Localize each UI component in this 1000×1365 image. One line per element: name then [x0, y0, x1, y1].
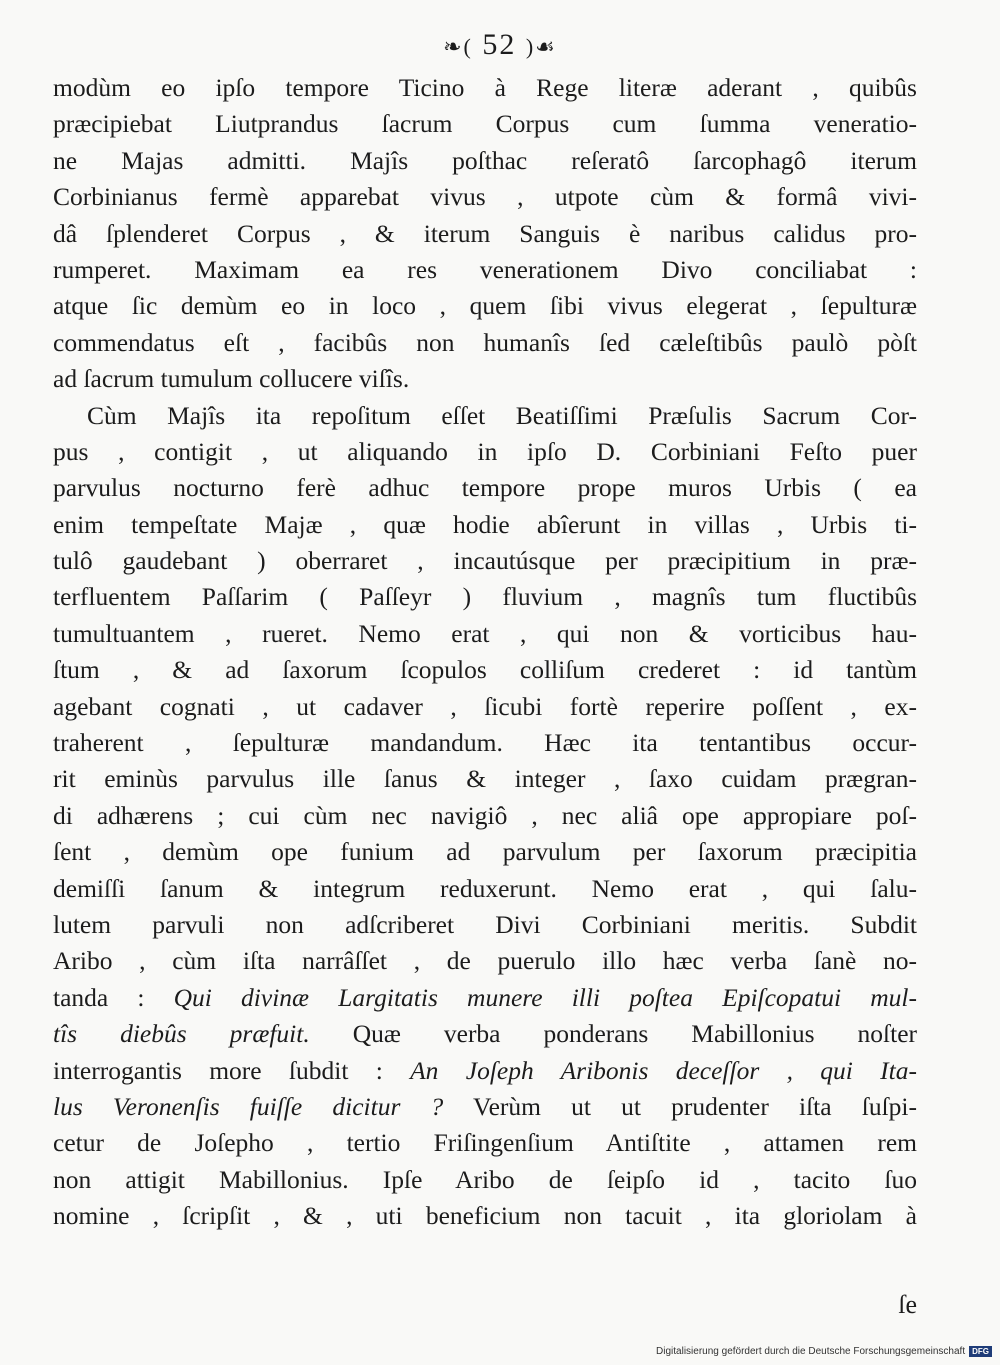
text-span: traherent , ſepulturæ mandandum. Hæc ita tentantibus occur- [53, 728, 917, 758]
text-line [53, 179, 917, 215]
text-span: tumultuantem , rueret. Nemo erat , qui non & vorticibus hau- [53, 618, 917, 648]
text-span: terfluentem Paſſarim ( Paſſeyr ) fluvium , magnîs tum fluctibûs [53, 582, 917, 612]
text-span: ſent , demùm ope funium ad parvulum per ſaxorum præcipitia [53, 837, 917, 867]
text-line [53, 907, 917, 943]
text-line [53, 834, 917, 870]
text-span: parvulus nocturno ferè adhuc tempore prope muros Urbis ( ea [53, 473, 917, 503]
dfg-logo: DFG [969, 1346, 992, 1357]
text-line [53, 470, 917, 506]
text-line [53, 1162, 917, 1198]
text-line [53, 325, 917, 361]
text-line [53, 871, 917, 907]
text-span: agebant cognati , ut cadaver , ſicubi fortè reperire poſſent , ex- [53, 691, 917, 721]
text-line [53, 579, 917, 615]
text-line [53, 361, 917, 397]
text-span: interrogantis more ſubdit : [53, 1055, 411, 1085]
text-line [53, 943, 917, 979]
page-number: 52 [482, 28, 517, 61]
text-line [53, 725, 917, 761]
text-line [53, 543, 917, 579]
text-span: modùm eo ipſo tempore Ticino à Rege literæ aderant , quibûs [53, 73, 917, 102]
text-line [53, 398, 917, 434]
text-span: enim tempeſtate Majæ , quæ hodie abîerunt in villas , Urbis ti- [53, 509, 917, 539]
text-line [53, 252, 917, 288]
text-line [53, 980, 917, 1016]
text-line [53, 761, 917, 797]
italic-span: lus Veronenſis fuiſſe dicitur ? [53, 1091, 444, 1121]
text-span: præcipiebat Liutprandus ſacrum Corpus cum ſumma veneratio- [53, 109, 917, 139]
text-span: dâ ſplenderet Corpus , & iterum Sanguis è naribus calidus pro- [53, 218, 917, 248]
text-span: nomine , ſcripſit , & , uti beneficium non tacuit , ita gloriolam à [53, 1201, 917, 1231]
page-header [0, 28, 1000, 62]
text-line [53, 106, 917, 142]
text-span: ſtum , & ad ſaxorum ſcopulos colliſum crederet : id tantùm [53, 655, 917, 685]
text-span: Quæ verba ponderans Mabillonius noſter [309, 1019, 917, 1049]
text-span: ne Majas admitti. Majîs poſthac reſeratô ſarcophagô iterum [53, 145, 917, 175]
text-line [53, 1016, 917, 1052]
text-span: demiſſi ſanum & integrum reduxerunt. Nemo erat , qui ſalu- [53, 873, 917, 903]
text-line [53, 70, 917, 106]
text-span: Cùm Majîs ita repoſitum eſſet Beatiſſimi Præſulis Sacrum Cor- [87, 400, 917, 430]
italic-span: tîs diebûs præfuit. [53, 1019, 310, 1049]
text-span: non attigit Mabillonius. Ipſe Aribo de ſeipſo id , tacito ſuo [53, 1164, 917, 1194]
text-line [53, 689, 917, 725]
footer-text: Digitalisierung gefördert durch die Deutsche Forschungsgemeinschaft [656, 1346, 966, 1357]
text-line [53, 652, 917, 688]
text-line [53, 1089, 917, 1125]
text-span: pus , contigit , ut aliquando in ipſo D. Corbiniani Feſto puer [53, 436, 917, 466]
footer [656, 1346, 992, 1357]
text-span: ad ſacrum tumulum collucere viſîs. [53, 364, 410, 394]
text-line [53, 288, 917, 324]
text-line [53, 616, 917, 652]
body-text [53, 70, 917, 1235]
ornament-right: )☙ [525, 34, 557, 60]
catchword: ſe [898, 1290, 917, 1319]
text-span: cetur de Joſepho , tertio Friſingenſium Antiſtite , attamen rem [53, 1128, 917, 1158]
text-line [53, 1198, 917, 1234]
text-line [53, 1125, 917, 1161]
text-span: Aribo , cùm iſta narrâſſet , de puerulo illo hæc verba ſanè no- [53, 946, 917, 976]
ornament-left: ❧( [443, 34, 473, 60]
text-line [53, 143, 917, 179]
text-span: tanda : [53, 982, 174, 1012]
text-span: rit eminùs parvulus ille ſanus & integer , ſaxo cuidam prægran- [53, 764, 917, 794]
text-line [53, 216, 917, 252]
text-span: Corbinianus fermè apparebat vivus , utpote cùm & formâ vivi- [53, 182, 917, 212]
text-span: Verùm ut ut prudenter iſta ſuſpi- [443, 1091, 917, 1121]
text-span: commendatus eſt , facibûs non humanîs ſed cæleſtibûs paulò pòſt [53, 327, 917, 357]
text-span: lutem parvuli non adſcriberet Divi Corbiniani meritis. Subdit [53, 909, 917, 939]
text-line [53, 434, 917, 470]
text-span: rumperet. Maximam ea res venerationem Divo conciliabat : [53, 254, 917, 284]
text-span: di adhærens ; cui cùm nec navigiô , nec aliâ ope appropiare poſ- [53, 800, 917, 830]
italic-span: Qui divinæ Largitatis munere illi poſtea Epiſcopatui mul- [173, 982, 918, 1012]
italic-span: An Joſeph Aribonis deceſſor , qui Ita- [410, 1055, 917, 1085]
text-line [53, 798, 917, 834]
text-span: atque ſic demùm eo in loco , quem ſibi vivus elegerat , ſepulturæ [53, 291, 917, 321]
text-span: tulô gaudebant ) oberraret , incautúsque per præcipitium in præ- [53, 546, 917, 576]
text-line [53, 507, 917, 543]
text-line [53, 1053, 917, 1089]
